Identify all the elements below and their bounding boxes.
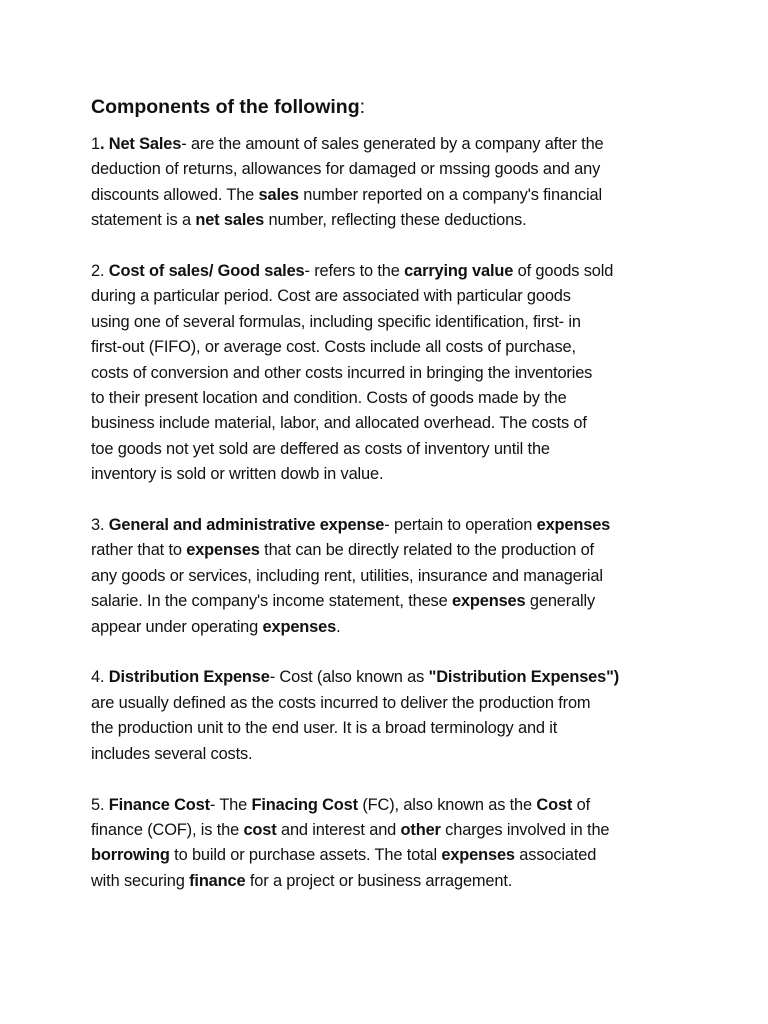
body-text: - Cost (also known as xyxy=(269,668,429,687)
bold-term: sales xyxy=(258,185,299,204)
text-line xyxy=(91,284,691,309)
definition-item-4 xyxy=(91,665,691,767)
body-text: to their present location and condition. Costs of goods made by the xyxy=(91,389,567,408)
document-page xyxy=(91,94,691,920)
body-text: with securing xyxy=(91,871,190,890)
bold-term: expenses xyxy=(451,592,526,611)
body-text: generally xyxy=(525,592,596,611)
body-text: includes several costs. xyxy=(91,744,253,763)
bold-term: expenses xyxy=(262,617,337,636)
title-bold-text: Components of the following xyxy=(91,96,360,118)
body-text: that can be directly related to the production of xyxy=(259,541,594,560)
text-line xyxy=(91,310,691,335)
text-line xyxy=(91,157,691,182)
bold-term: expenses xyxy=(186,541,260,560)
bold-term: borrowing xyxy=(91,846,170,865)
body-text: appear under operating xyxy=(91,617,263,636)
bold-term: carrying value xyxy=(404,262,514,281)
body-text: statement is a xyxy=(91,211,196,230)
body-text: business include material, labor, and allocated overhead. The costs of xyxy=(91,414,587,433)
text-line xyxy=(91,132,691,157)
body-text: 2. xyxy=(91,262,109,281)
text-line xyxy=(91,183,691,208)
bold-term: net sales xyxy=(195,211,265,230)
text-line xyxy=(91,793,691,818)
body-text: salarie. In the company's income statement, these xyxy=(91,592,452,611)
body-text: deduction of returns, allowances for damaged or mssing goods and any xyxy=(91,160,601,179)
definition-item-3 xyxy=(91,513,691,640)
text-line xyxy=(91,818,691,843)
bold-term: . Net Sales xyxy=(99,135,182,153)
body-text: costs of conversion and other costs incurred in bringing the inventories xyxy=(91,363,593,382)
body-text: - refers to the xyxy=(304,262,405,281)
body-text: - pertain to operation xyxy=(384,516,537,535)
definition-item-2 xyxy=(91,259,691,488)
text-line xyxy=(91,843,691,868)
title-colon: : xyxy=(359,96,366,118)
bold-term: expenses xyxy=(441,846,515,865)
text-line xyxy=(91,386,691,411)
text-line xyxy=(91,665,691,690)
bold-term: Distribution Expense xyxy=(108,668,270,687)
bold-term: Cost xyxy=(536,795,573,814)
bold-term: "Distribution Expenses") xyxy=(428,668,620,687)
body-text: 5. xyxy=(91,795,109,814)
text-line xyxy=(91,437,691,462)
bold-term: Finance Cost xyxy=(108,795,210,814)
document-title xyxy=(91,94,691,120)
body-text: charges involved in the xyxy=(440,820,610,839)
body-text: to build or purchase assets. The total xyxy=(169,846,442,865)
bold-term: General and administrative expense xyxy=(108,516,385,535)
body-text: rather that to xyxy=(91,541,187,560)
text-line xyxy=(91,513,691,538)
body-text: (FC), also known as the xyxy=(357,795,537,814)
definition-list xyxy=(91,132,691,894)
bold-term: finance xyxy=(189,871,246,890)
definition-item-5 xyxy=(91,793,691,895)
body-text: of goods sold xyxy=(513,262,614,281)
bold-term: expenses xyxy=(536,516,611,535)
body-text: the production unit to the end user. It is a broad terminology and it xyxy=(91,719,558,738)
body-text: during a particular period. Cost are associated with particular goods xyxy=(91,287,571,306)
body-text: discounts allowed. The xyxy=(91,185,259,204)
body-text: finance (COF), is the xyxy=(91,820,244,839)
body-text: and interest and xyxy=(276,820,401,839)
body-text: - The xyxy=(209,795,252,814)
text-line xyxy=(91,538,691,563)
body-text: - are the amount of sales generated by a company after the xyxy=(181,135,604,153)
bold-term: Finacing Cost xyxy=(251,795,358,814)
text-line xyxy=(91,462,691,487)
body-text: . xyxy=(336,617,341,636)
bold-term: Cost of sales/ Good sales xyxy=(108,262,305,281)
body-text: toe goods not yet sold are deffered as costs of inventory until the xyxy=(91,439,550,458)
body-text: number, reflecting these deductions. xyxy=(264,211,527,230)
body-text: using one of several formulas, including specific identification, first- in xyxy=(91,312,581,331)
text-line xyxy=(91,589,691,614)
text-line xyxy=(91,742,691,767)
text-line xyxy=(91,564,691,589)
text-line xyxy=(91,716,691,741)
body-text: 3. xyxy=(91,516,109,535)
body-text: inventory is sold or written dowb in value. xyxy=(91,465,384,484)
body-text: are usually defined as the costs incurred to deliver the production from xyxy=(91,693,591,712)
text-line xyxy=(91,615,691,640)
text-line xyxy=(91,208,691,233)
text-line xyxy=(91,411,691,436)
body-text: associated xyxy=(514,846,597,865)
text-line xyxy=(91,259,691,284)
body-text: 4. xyxy=(91,668,109,687)
text-line xyxy=(91,361,691,386)
bold-term: other xyxy=(400,820,441,839)
text-line xyxy=(91,691,691,716)
body-text: for a project or business arragement. xyxy=(245,871,513,890)
bold-term: cost xyxy=(243,820,277,839)
body-text: of xyxy=(572,795,590,814)
body-text: 1 xyxy=(91,135,100,153)
body-text: first-out (FIFO), or average cost. Costs include all costs of purchase, xyxy=(91,338,576,357)
definition-item-1 xyxy=(91,132,691,234)
body-text: number reported on a company's financial xyxy=(298,185,602,204)
text-line xyxy=(91,335,691,360)
body-text: any goods or services, including rent, utilities, insurance and managerial xyxy=(91,566,603,585)
text-line xyxy=(91,869,691,894)
